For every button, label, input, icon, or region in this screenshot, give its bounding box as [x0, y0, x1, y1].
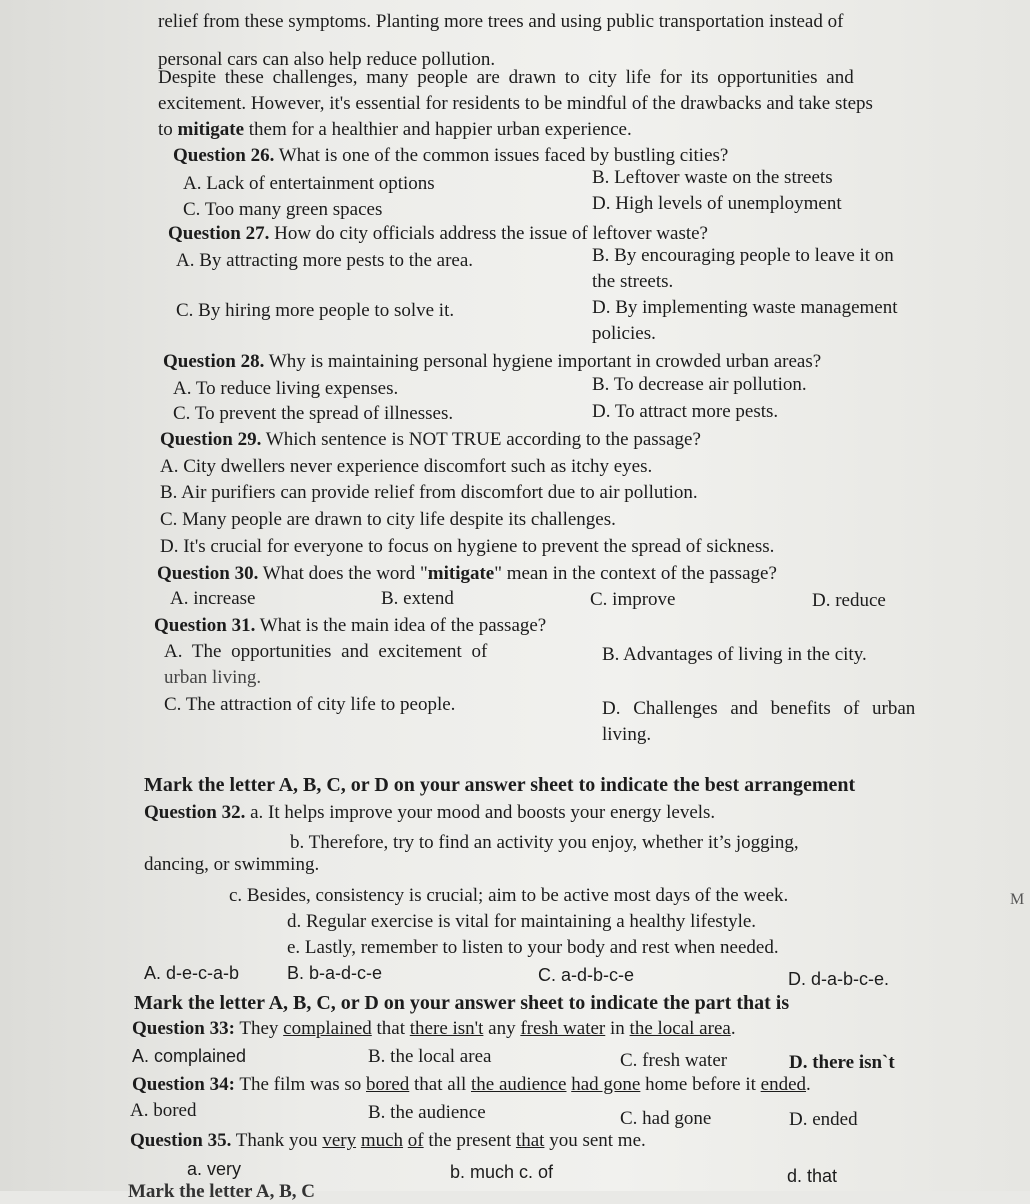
q31-option-a: A. The opportunities and excitement of — [164, 641, 488, 662]
q32-sentence-b: b. Therefore, try to find an activity you enjoy, whether it’s jogging, — [290, 832, 799, 853]
q28-option-b: B. To decrease air pollution. — [592, 374, 807, 395]
q27-option-a: A. By attracting more pests to the area. — [176, 250, 474, 271]
q34-option-d: D. ended — [789, 1109, 858, 1130]
q32-sentence-d: d. Regular exercise is vital for maintaining a healthy lifestyle. — [287, 911, 757, 932]
question-35: Question 35. Thank you very much of the present that you sent me. — [130, 1130, 646, 1151]
q33-option-a: A. complained — [132, 1046, 247, 1066]
section-heading-arrangement: Mark the letter A, B, C, or D on your answer sheet to indicate the best arrangement — [144, 774, 856, 796]
q31-option-c: C. The attraction of city life to people. — [164, 694, 456, 715]
q32-sentence-e: e. Lastly, remember to listen to your body and rest when needed. — [287, 937, 779, 958]
q35-option-d: d. that — [787, 1166, 838, 1186]
q27-option-d: D. By implementing waste management — [592, 297, 898, 318]
q31-option-b: B. Advantages of living in the city. — [602, 644, 867, 665]
q30-option-c: C. improve — [590, 589, 676, 610]
q28-option-a: A. To reduce living expenses. — [173, 378, 399, 399]
passage-line: Despite these challenges, many people are drawn to city life for its opportunities and — [158, 67, 854, 88]
q33-option-b: B. the local area — [368, 1046, 492, 1067]
question-31: Question 31. What is the main idea of the passage? — [154, 615, 547, 636]
q31-option-d: D. Challenges and benefits of urban — [602, 698, 916, 719]
question-29: Question 29. Which sentence is NOT TRUE according to the passage? — [160, 429, 701, 450]
q35-option-bc: b. much c. of — [450, 1162, 554, 1182]
question-28: Question 28. Why is maintaining personal hygiene important in crowded urban areas? — [163, 351, 822, 372]
q26-option-c: C. Too many green spaces — [183, 199, 383, 220]
q32-option-c: C. a-d-b-c-e — [538, 965, 635, 985]
q29-option-d: D. It's crucial for everyone to focus on hygiene to prevent the spread of sickness. — [160, 536, 775, 557]
question-30: Question 30. What does the word "mitigate" mean in the context of the passage? — [157, 563, 777, 584]
q32-option-b: B. b-a-d-c-e — [287, 963, 383, 983]
passage-line: excitement. However, it's essential for residents to be mindful of the drawbacks and take steps — [158, 93, 873, 114]
q32-sentence-c: c. Besides, consistency is crucial; aim to be active most days of the week. — [229, 885, 789, 906]
question-32: Question 32. a. It helps improve your mood and boosts your energy levels. — [144, 802, 716, 823]
q30-option-b: B. extend — [381, 588, 454, 609]
q30-option-d: D. reduce — [812, 590, 886, 611]
q27-option-d-cont: policies. — [592, 323, 656, 344]
question-34: Question 34: The film was so bored that all the audience had gone home before it ended. — [132, 1074, 811, 1095]
question-26: Question 26. What is one of the common issues faced by bustling cities? — [173, 145, 729, 166]
passage-line: personal cars can also help reduce pollution. — [158, 49, 496, 70]
q33-option-c: C. fresh water — [620, 1050, 728, 1071]
q34-option-c: C. had gone — [620, 1108, 712, 1129]
q31-option-a-cont: urban living. — [164, 667, 262, 688]
q27-option-b-cont: the streets. — [592, 271, 674, 292]
keyword-mitigate: mitigate — [177, 119, 245, 140]
q32-option-d: D. d-a-b-c-e. — [788, 969, 890, 989]
q26-option-b: B. Leftover waste on the streets — [592, 167, 833, 188]
q28-option-c: C. To prevent the spread of illnesses. — [173, 403, 454, 424]
q29-option-c: C. Many people are drawn to city life despite its challenges. — [160, 509, 616, 530]
q31-option-d-cont: living. — [602, 724, 652, 745]
margin-mark: M — [1010, 891, 1025, 908]
q29-option-b: B. Air purifiers can provide relief from discomfort due to air pollution. — [160, 482, 698, 503]
question-27: Question 27. How do city officials address the issue of leftover waste? — [168, 223, 708, 244]
q30-option-a: A. increase — [170, 588, 256, 609]
q26-option-a: A. Lack of entertainment options — [183, 173, 435, 194]
passage-line: relief from these symptoms. Planting more trees and using public transportation instead of — [158, 11, 844, 32]
q35-option-a: a. very — [187, 1159, 242, 1179]
q29-option-a: A. City dwellers never experience discomfort such as itchy eyes. — [160, 456, 653, 477]
q33-option-d: D. there isn`t — [789, 1052, 895, 1073]
cutoff-line: Mark the letter A, B, C — [128, 1181, 315, 1202]
q32-option-a: A. d-e-c-a-b — [144, 963, 240, 983]
section-heading-error: Mark the letter A, B, C, or D on your answer sheet to indicate the part that is — [134, 992, 790, 1014]
q32-sentence-b-cont: dancing, or swimming. — [144, 854, 320, 875]
q27-option-b: B. By encouraging people to leave it on — [592, 245, 894, 266]
passage-line: to mitigate them for a healthier and happier urban experience. — [158, 119, 632, 140]
q34-option-b: B. the audience — [368, 1102, 486, 1123]
q28-option-d: D. To attract more pests. — [592, 401, 779, 422]
q34-option-a: A. bored — [130, 1100, 197, 1121]
q26-option-d: D. High levels of unemployment — [592, 193, 842, 214]
q27-option-c: C. By hiring more people to solve it. — [176, 300, 455, 321]
question-33: Question 33: They complained that there isn't any fresh water in the local area. — [132, 1018, 736, 1039]
